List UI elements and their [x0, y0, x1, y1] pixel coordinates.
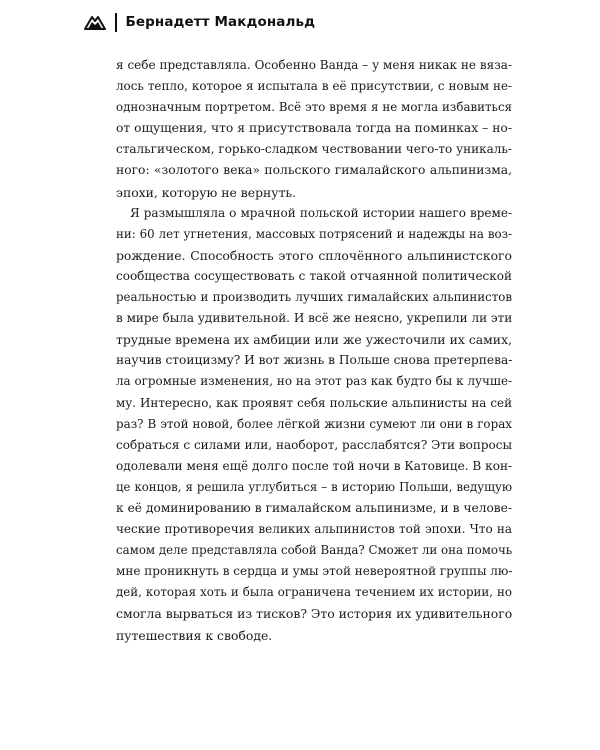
text-line: собраться с силами или, наоборот, расслабятся? Эти вопросы	[116, 437, 512, 452]
mountain-logo-icon	[84, 14, 106, 30]
text-line: раз? В этой новой, более лёгкой жизни сумеют ли они в горах	[116, 416, 512, 431]
running-header	[84, 10, 315, 34]
text-line: к её доминированию в гималайском альпинизме, и в челове-	[116, 500, 512, 515]
text-line: научив стоицизму? И вот жизнь в Польше снова претерпева-	[116, 353, 513, 368]
text-line: эпохи, которую не вернуть.	[116, 184, 297, 200]
text-line: лось тепло, которое я испытала в её присутствии, с новым не-	[116, 79, 512, 94]
header-divider	[115, 13, 117, 32]
text-line: рождение. Способность этого сплочённого альпинистского	[116, 247, 512, 263]
text-line: в мире была удивительной. И всё же неясно, укрепили ли эти	[116, 311, 513, 326]
body-text	[116, 55, 512, 646]
text-line: Я размышляла о мрачной польской истории нашего време-	[130, 205, 512, 220]
author-name: Бернадетт Макдональд	[125, 14, 316, 30]
text-line: му. Интересно, как проявят себя польские альпинисты на сей	[116, 395, 512, 410]
text-line: сообщества сосуществовать с такой отчаянной политической	[116, 268, 512, 283]
paragraph-1	[116, 55, 512, 203]
paragraph-2	[116, 203, 512, 646]
text-line: ла огромные изменения, но на этот раз как будто бы к лучше-	[116, 374, 512, 389]
text-line: ческие противоречия великих альпинистов той эпохи. Что на	[116, 522, 512, 537]
text-line: путешествия к свободе.	[116, 627, 273, 643]
text-line: дей, которая хоть и была ограничена течением их истории, но	[116, 585, 512, 600]
text-line: мне проникнуть в сердца и умы этой невероятной группы лю-	[116, 564, 513, 579]
text-line: от ощущения, что я присутствовала тогда на поминках – но-	[116, 121, 512, 136]
text-line: ни: 60 лет угнетения, массовых потрясений и надежды на воз-	[116, 226, 512, 241]
text-line: стальгическом, горько-сладком чествовании чего-то уникаль-	[116, 142, 512, 157]
text-line: трудные времена их амбиции или же ужесточили их самих,	[116, 332, 512, 348]
text-line: реальностью и производить лучших гималайских альпинистов	[116, 290, 512, 305]
text-line: це концов, я решила углубиться – в историю Польши, ведущую	[116, 479, 512, 494]
text-line: самом деле представляла собой Ванда? Сможет ли она помочь	[116, 543, 513, 558]
text-line: одолевали меня ещё долго после той ночи в Катовице. В кон-	[116, 458, 513, 473]
text-line: смогла вырваться из тисков? Это история их удивительного	[116, 606, 513, 622]
text-line: однозначным портретом. Всё это время я не могла избавиться	[116, 100, 512, 115]
text-line: я себе представляла. Особенно Ванда – у меня никак не вяза-	[116, 58, 512, 72]
text-line: ного: «золотого века» польского гималайского альпинизма,	[116, 163, 512, 178]
